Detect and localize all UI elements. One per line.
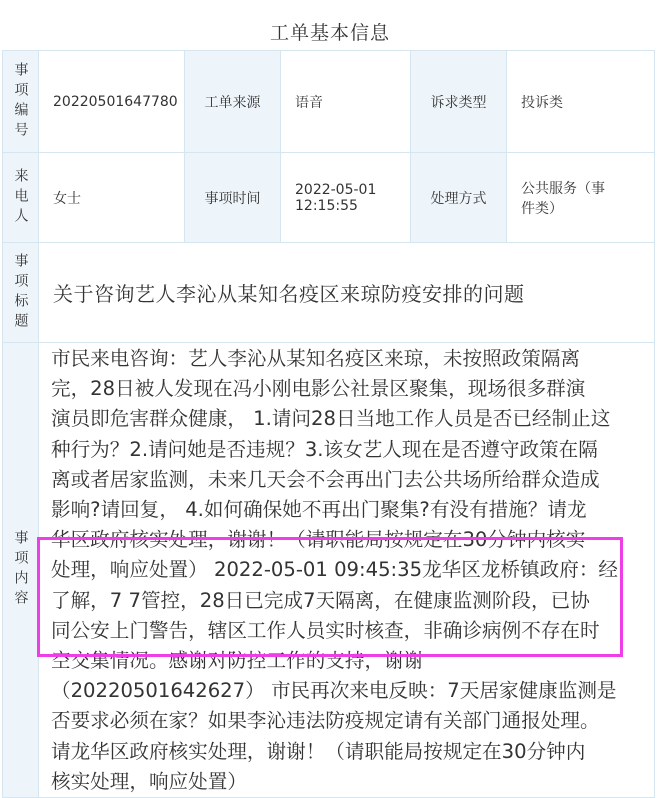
request-type-label: 诉求类型 [411,51,507,153]
item-time-clock: 12:15:55 [295,197,358,214]
content-line: 空交集情况。感谢对防控工作的支持，谢谢 [51,649,424,673]
source-value: 语音 [281,51,411,153]
caller-value: 女士 [39,153,185,243]
content-line: 种行为？2.请问她是否违规？3.该女艺人现在是否遵守政策在隔 [51,437,598,461]
row-item-number [3,51,655,153]
content-line: 完，28日被人发现在冯小刚电影公社景区聚集，现场很多群演 [51,377,586,401]
content-text [39,344,654,797]
item-time-date: 2022-05-01 [295,181,377,198]
content-line: 了解，7 7管控，28日已完成7天隔离，在健康监测阶段，已协 [51,588,590,612]
content-line: 市民来电咨询：艺人李沁从某知名疫区来琼，未按照政策隔离 [51,347,581,370]
source-label: 工单来源 [185,51,281,153]
content-line: 离或者居家监测，未来几天会不会再出门去公共场所给群众造成 [51,467,600,491]
item-time-label: 事项时间 [185,153,281,243]
content-line: 同公安上门警告，辖区工作人员实时核查，非确诊病例不存在时 [51,618,600,642]
content-line: 华区政府核实处理，谢谢！（请职能局按规定在30分钟内核实 [51,528,586,552]
content-line: 处理，响应处置） 2022-05-01 09:45:35龙华区龙桥镇政府：经 [51,558,619,582]
method-value: 公共服务（事 件类） [507,153,655,243]
page-title: 工单基本信息 [269,22,390,44]
request-type-value: 投诉类 [507,51,655,153]
content-line: 演员即危害群众健康， 1.请问28日当地工作人员是否已经制止这 [51,407,611,431]
content-line: 请龙华区政府核实处理，谢谢！（请职能局按规定在30分钟内 [51,739,586,763]
row-caller [3,153,655,243]
caller-label: 来电人 [12,167,29,228]
content-line: 核实处理，响应处置） [51,769,247,793]
work-order-table [2,50,655,798]
content-line: 否要求必须在家？如果李沁违法防疫规定请有关部门通报处理。 [51,709,600,733]
item-number-label: 事项编号 [12,61,29,142]
content-line: （20220501642627） 市民再次来电反映：7天居家健康监测是 [51,679,617,703]
content-line: 影响?请回复， 4.如何确保她不再出门聚集?有没有措施？请龙 [51,498,587,522]
item-time-value [281,153,411,243]
subject-label: 事项标题 [12,252,29,333]
row-subject [3,243,655,343]
subject-value: 关于咨询艺人李沁从某知名疫区来琼防疫安排的问题 [53,282,525,306]
item-number-value: 20220501647780 [39,51,185,153]
method-label: 处理方式 [411,153,507,243]
content-label: 事项内容 [12,530,29,611]
row-content [3,343,655,798]
